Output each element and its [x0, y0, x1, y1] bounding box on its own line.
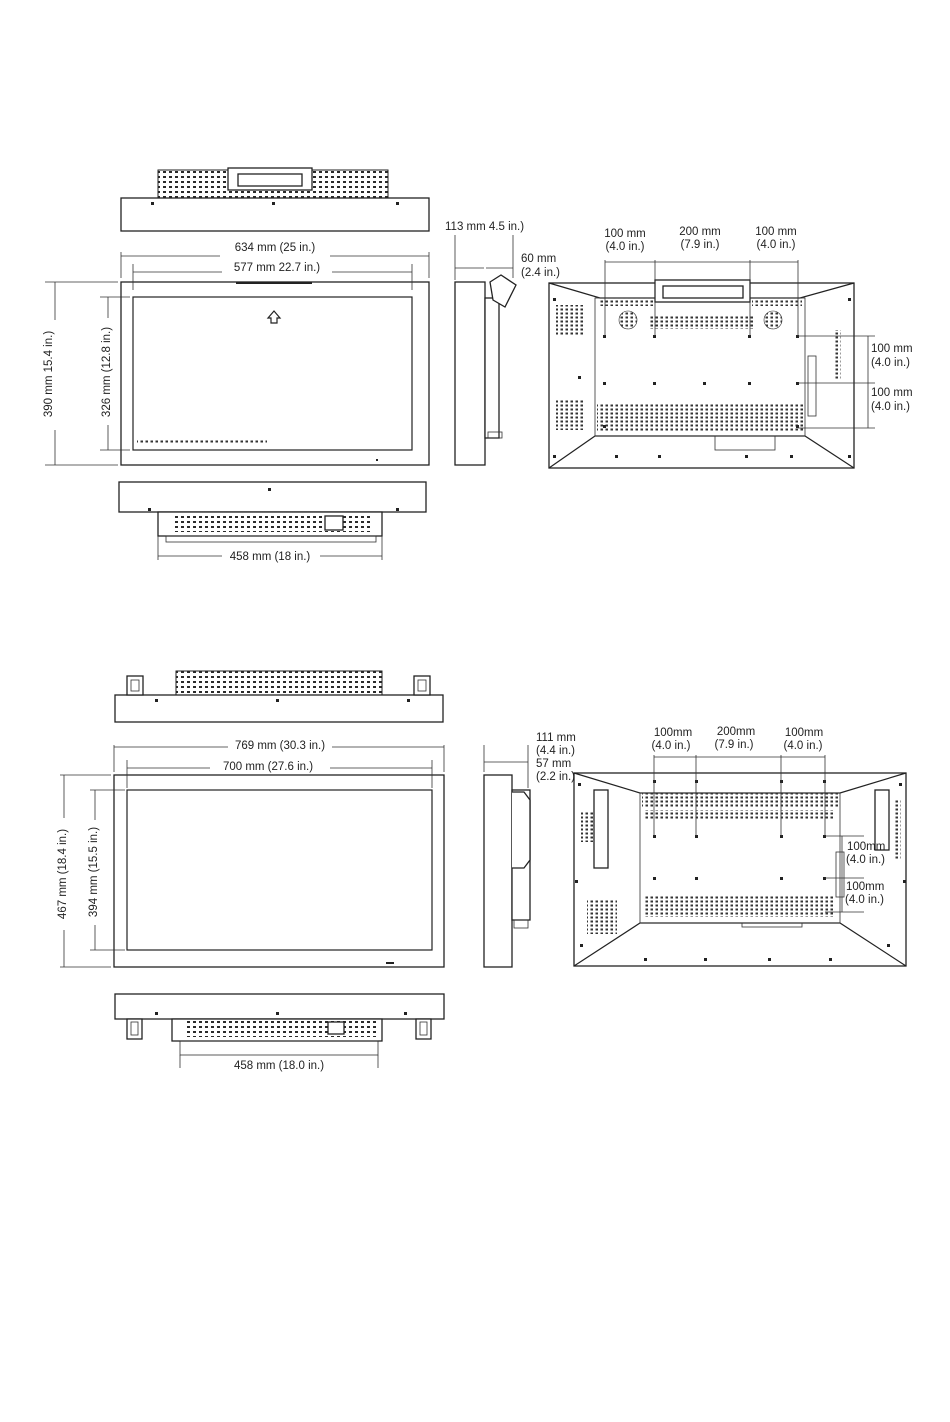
m1-width-screen: 577 mm 22.7 in.)	[233, 262, 321, 274]
model2-front-view	[114, 775, 444, 967]
m2-vesa-v2-b: (4.0 in.)	[845, 894, 884, 906]
m1-bottom-width: 458 mm (18 in.)	[229, 551, 311, 563]
m1-depth: 113 mm 4.5 in.)	[445, 221, 525, 233]
m2-vesa-v2-a: 100mm	[846, 881, 885, 893]
m1-vesa-h1-a: 100 mm	[604, 228, 646, 240]
m2-vesa-h3-b: (4.0 in.)	[783, 740, 823, 752]
m2-vesa-v1-a: 100mm	[847, 841, 886, 853]
m1-vesa-v2-a: 100 mm	[871, 387, 913, 399]
m2-height-screen: 394 mm (15.5 in.)	[88, 826, 100, 918]
m2-handle-2: (2.2 in.)	[536, 771, 575, 783]
model1-bottom-view	[119, 482, 426, 542]
m1-handle-1: 60 mm	[521, 253, 557, 265]
m1-handle-2: (2.4 in.)	[521, 267, 560, 279]
m2-vesa-h2-b: (7.9 in.)	[714, 739, 754, 751]
m2-vesa-h1-b: (4.0 in.)	[651, 740, 691, 752]
m2-width-outer: 769 mm (30.3 in.)	[234, 740, 326, 752]
m1-vesa-v2-b: (4.0 in.)	[871, 401, 910, 413]
m1-vesa-h2-b: (7.9 in.)	[680, 239, 720, 251]
m2-depth-2: (4.4 in.)	[536, 745, 575, 757]
model2-side-view	[484, 775, 530, 967]
m2-height-outer: 467 mm (18.4 in.)	[57, 828, 69, 920]
m1-vesa-v1-a: 100 mm	[871, 343, 913, 355]
model1-rear-view	[549, 280, 854, 468]
m2-handle-1: 57 mm	[536, 758, 572, 770]
m2-vesa-h3-a: 100mm	[784, 727, 824, 739]
m1-width-outer: 634 mm (25 in.)	[234, 242, 316, 254]
m2-vesa-v1-b: (4.0 in.)	[846, 854, 885, 866]
m1-vesa-h1-b: (4.0 in.)	[605, 241, 645, 253]
model1-front-view	[121, 282, 429, 465]
model2-bottom-view	[115, 994, 444, 1055]
model1-top-view	[121, 168, 429, 231]
m2-vesa-h2-a: 200mm	[716, 726, 756, 738]
m1-vesa-h3-a: 100 mm	[755, 226, 797, 238]
m1-vesa-v1-b: (4.0 in.)	[871, 357, 910, 369]
m2-bottom-width: 458 mm (18.0 in.)	[233, 1060, 325, 1072]
model2-rear-view	[574, 773, 906, 966]
m2-width-screen: 700 mm (27.6 in.)	[222, 761, 314, 773]
m1-vesa-h3-b: (4.0 in.)	[756, 239, 796, 251]
model2-top-view	[115, 671, 443, 722]
m2-vesa-h1-a: 100mm	[653, 727, 693, 739]
model1-side-view	[455, 275, 516, 465]
m1-height-screen: 326 mm (12.8 in.)	[101, 326, 113, 418]
m1-vesa-h2-a: 200 mm	[679, 226, 721, 238]
m1-height-outer: 390 mm 15.4 in.)	[43, 330, 55, 418]
m2-depth-1: 111 mm	[536, 732, 576, 744]
